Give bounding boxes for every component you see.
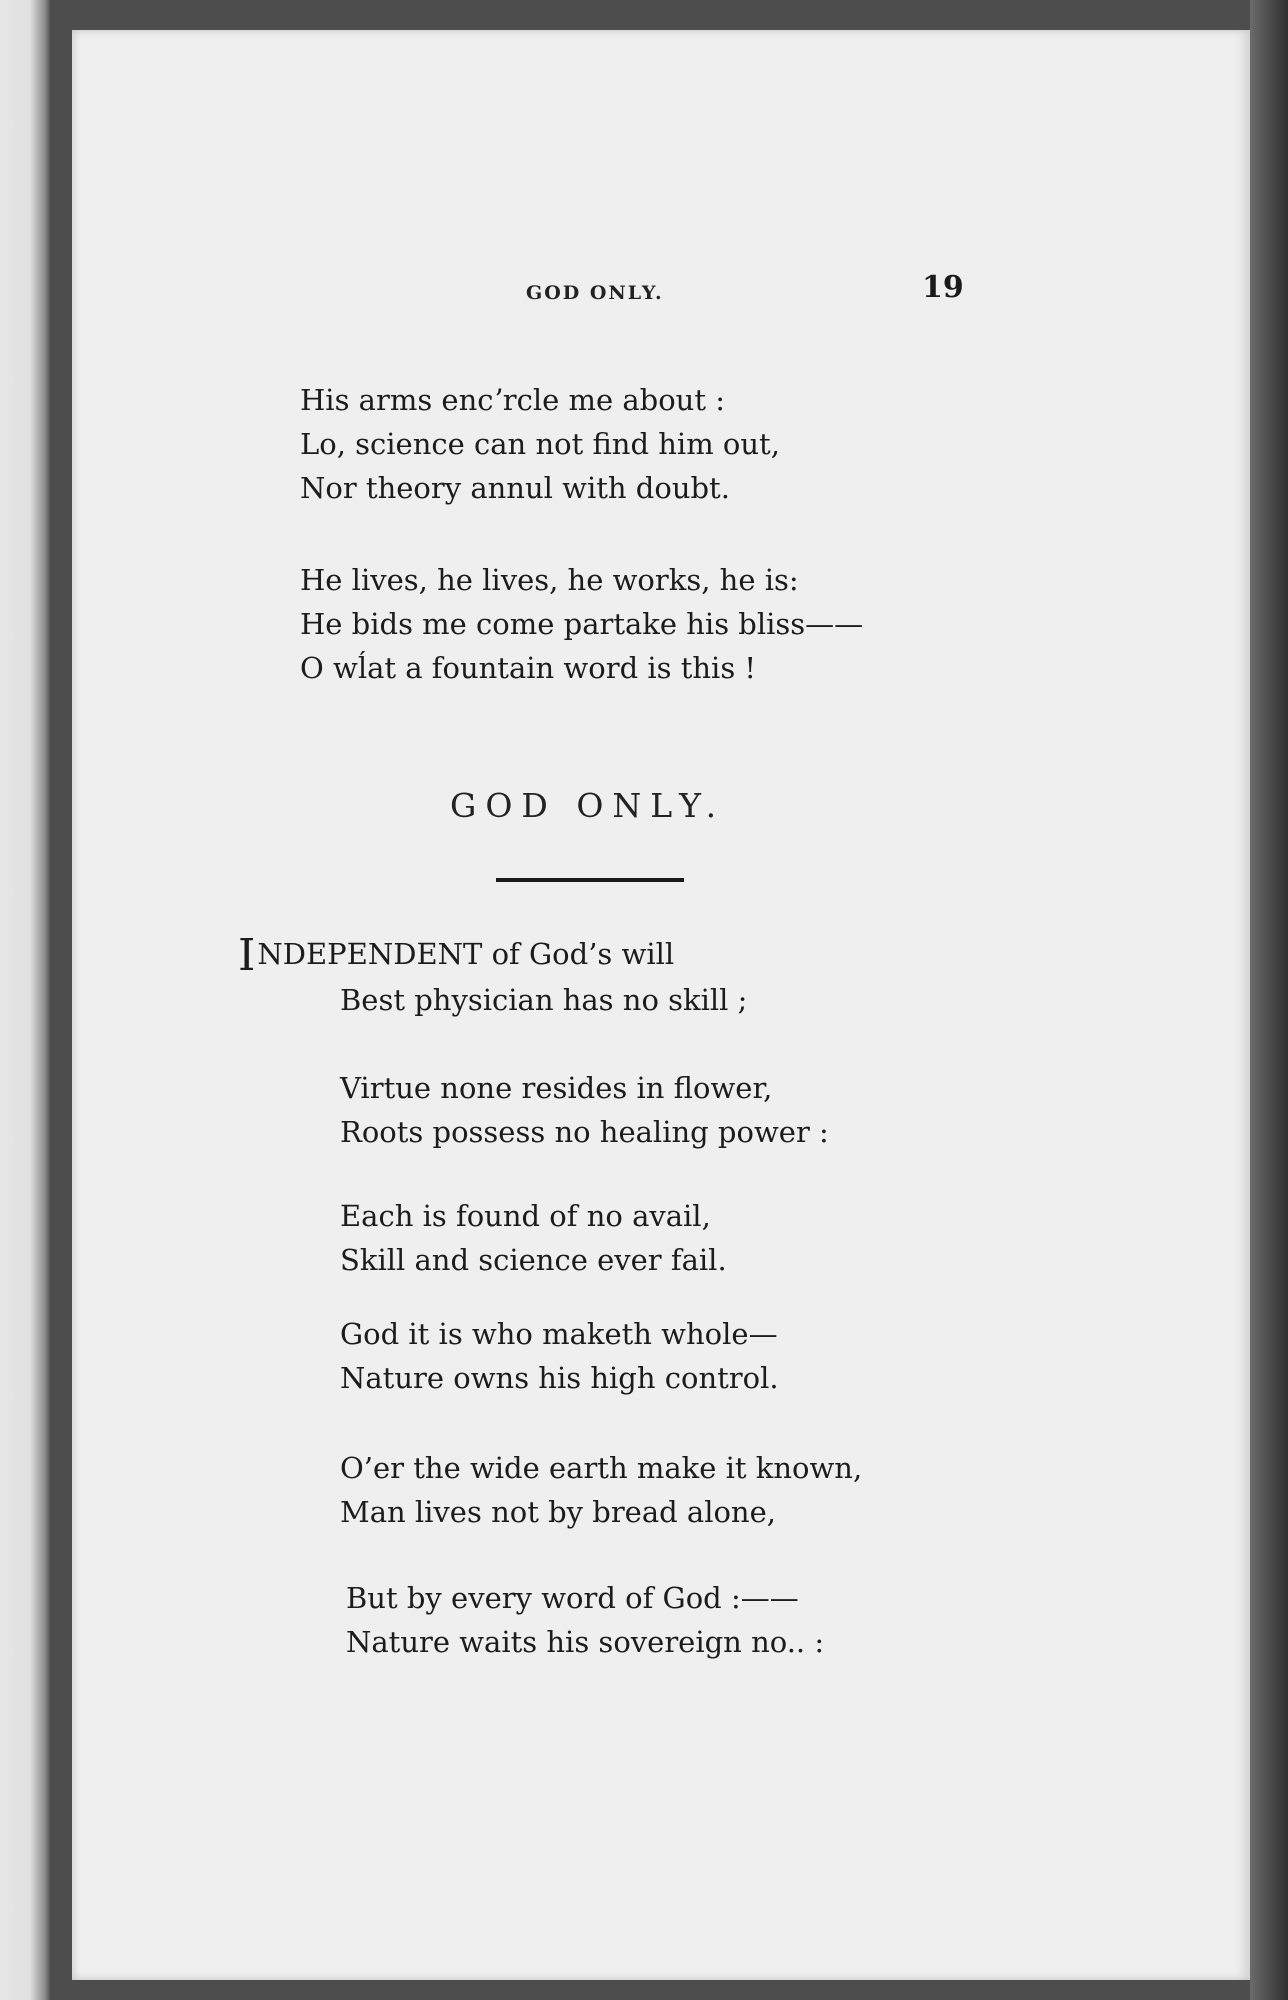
previous-poem-stanza-1 — [300, 378, 780, 510]
verse-line: Lo, science can not find him out, — [300, 427, 780, 461]
previous-poem-stanza-2 — [300, 558, 863, 690]
facing-page-edge — [0, 0, 50, 2000]
verse-line: Nature waits his sovereign no.. : — [346, 1625, 825, 1659]
verse-line: God it is who maketh whole— — [340, 1317, 778, 1351]
poem-stanza-5 — [340, 1446, 862, 1534]
poem-stanza-4 — [340, 1312, 779, 1400]
verse-line: O wĺat a fountain word is this ! — [300, 651, 757, 685]
verse-line: Best physician has no skill ; — [340, 983, 748, 1017]
poem-title: GOD ONLY. — [450, 786, 726, 825]
poem-stanza-1 — [238, 932, 747, 1022]
verse-line: But by every word of God :—— — [346, 1581, 799, 1615]
verse-line — [238, 930, 747, 981]
verse-line: O’er the wide earth make it known, — [340, 1451, 863, 1485]
verse-line: Nature owns his high control. — [340, 1361, 779, 1395]
verse-line: Roots possess no healing power : — [340, 1115, 829, 1149]
poem-stanza-6 — [346, 1576, 824, 1664]
verse-line: Virtue none resides in flower, — [340, 1071, 773, 1105]
poem-stanza-2 — [340, 1066, 829, 1154]
verse-line: He bids me come partake his bliss—— — [300, 607, 864, 641]
page-number: 19 — [922, 270, 964, 305]
verse-line: Each is found of no avail, — [340, 1199, 711, 1233]
first-line-text: NDEPENDENT of God’s will — [257, 937, 675, 971]
verse-line: He lives, he lives, he works, he is: — [300, 563, 799, 597]
title-rule — [496, 878, 684, 882]
verse-line: His arms encʼrcle me about : — [300, 383, 725, 417]
verse-line: Nor theory annul with doubt. — [300, 471, 730, 505]
verse-line: Man lives not by bread alone, — [340, 1495, 776, 1529]
initial-letter: I — [238, 930, 256, 981]
poem-stanza-3 — [340, 1194, 727, 1282]
running-head: GOD ONLY. — [526, 282, 664, 304]
book-edge-shadow — [1250, 0, 1288, 2000]
verse-line: Skill and science ever fail. — [340, 1243, 727, 1277]
